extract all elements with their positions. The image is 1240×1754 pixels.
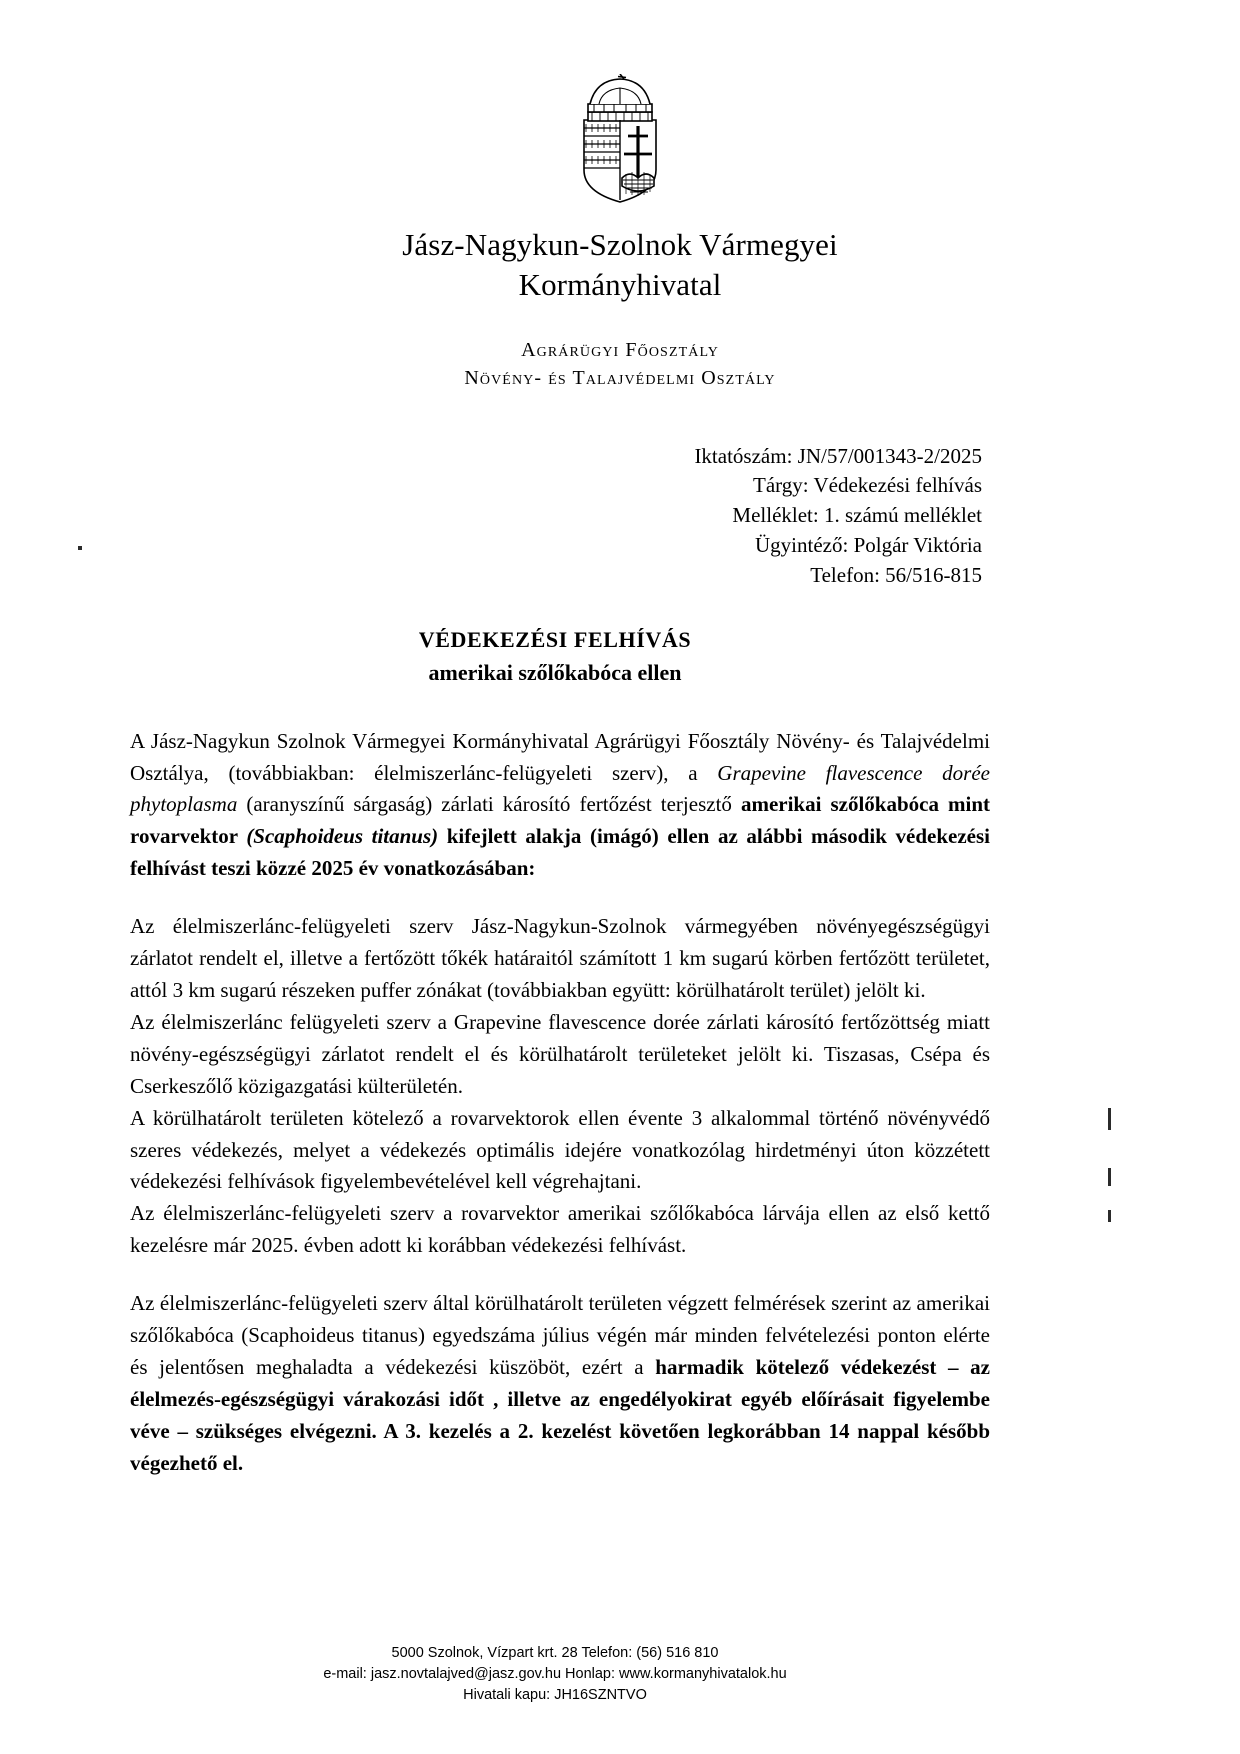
p1-bold-vector: amerikai szőlőkabóca mint rovarvektor (130, 792, 991, 849)
paragraph-2: Az élelmiszerlánc-felügyeleti szerv Jász-Nagykun-Szolnok vármegyében növényegészségügyi zárlatot rendelt el, illetve a fertőzött tőkék határaitól számított 1 km sugarú körben fertőzött területet, attól 3 km sugarú részeken puffer zónákat (továbbiakban együtt: körülhatárolt terület) jelölt ki. (130, 914, 990, 1002)
department-line-1: Agrárügyi Főosztály (521, 338, 719, 361)
paragraph-3: Az élelmiszerlánc felügyeleti szerv a Grapevine flavescence dorée zárlati károsító fertőzöttség miatt növény-egészségügyi zárlatot rendelt el és körülhatárolt területeket jelölt ki. Tiszasas, Csépa és Cserkeszőlő közigazgatási külterületén. (130, 1009, 990, 1098)
hungarian-coat-of-arms-icon (566, 74, 674, 206)
organisation-title (0, 225, 1240, 306)
footer-contact: e-mail: jasz.novtalajved@jasz.gov.hu Honlap: www.kormanyhivatalok.hu (323, 1665, 787, 1682)
department-line-2: Növény- és Talajvédelmi Osztály (464, 366, 776, 389)
scan-speck (1108, 1108, 1111, 1130)
reference-attachment: Melléklet: 1. számú melléklet (732, 503, 982, 528)
document-title: VÉDEKEZÉSI FELHÍVÁS (418, 626, 692, 652)
department-block (0, 336, 1240, 392)
paragraph-6 (130, 1288, 990, 1479)
scan-speck (1108, 1168, 1111, 1186)
paragraph-4: A körülhatárolt területen kötelező a rovarvektorok ellen évente 3 alkalommal történő növényvédő szeres védekezés, melyet a védekezés optimális idejére vonatkozólag hirdetményi úton közzétett védekezési felhívások figyelembevételével kell végrehajtani. (130, 1105, 990, 1194)
crest-container (0, 0, 1240, 211)
p6-text: Az élelmiszerlánc-felügyeleti szerv által körülhatárolt területen végzett felmérések szerint az amerikai szőlőkabóca (Scaphoideus titanus) egyedszáma július végén már minden felvételezési ponton elérte és jelentősen meghaladta a védekezési küszöböt, ezért a (130, 1291, 990, 1379)
scan-speck (1108, 1210, 1111, 1222)
footer-address: 5000 Szolnok, Vízpart krt. 28 Telefon: (56) 516 810 (391, 1644, 719, 1661)
paragraph-1 (130, 726, 990, 886)
paragraph-5: Az élelmiszerlánc-felügyeleti szerv a rovarvektor amerikai szőlőkabóca lárvája ellen az első kettő kezelésre már 2025. évben adott ki korábban védekezési felhívást. (130, 1201, 990, 1258)
p1-bold-tail: kifejlett alakja (imágó) ellen az alábbi második védekezési felhívást teszi közzé 2025 év vonatkozásában: (130, 824, 990, 881)
org-title-line-1: Jász-Nagykun-Szolnok Vármegyei (402, 227, 838, 262)
reference-phone: Telefon: 56/516-815 (810, 562, 982, 587)
scan-speck (78, 546, 82, 550)
org-title-line-2: Kormányhivatal (518, 267, 722, 303)
p1-italic-species: Grapevine flavescence dorée phytoplasma (130, 760, 990, 817)
p1-text-b: (aranyszínű sárgaság) zárlati károsító fertőzést terjesztő (237, 792, 741, 817)
reference-block (0, 442, 1240, 591)
reference-subject: Tárgy: Védekezési felhívás (753, 473, 982, 498)
reference-number: Iktatószám: JN/57/001343-2/2025 (694, 443, 982, 468)
document-body (0, 726, 1240, 1480)
p6-bold-requirement: harmadik kötelező védekezést – az élelmezés-egészségügyi várakozási időt , illetve az engedélyokirat egyéb előírásait figyelembe véve – szükséges elvégezni. A 3. kezelés a 2. kezelést követően legkorábban 14 nappal később végezhető el. (130, 1354, 990, 1475)
document-title-block (0, 627, 1240, 686)
p1-bold-italic-species: (Scaphoideus titanus) (246, 824, 439, 849)
reference-officer: Ügyintéző: Polgár Viktória (755, 533, 982, 558)
p1-text-a: A Jász-Nagykun Szolnok Vármegyei Kormányhivatal Agrárügyi Főosztály Növény- és Talajvédelmi Osztálya, (továbbiakban: élelmiszerlánc-felügyeleti szerv), a (130, 728, 990, 785)
footer-official-gate: Hivatali kapu: JH16SZNTVO (463, 1686, 647, 1703)
document-subtitle: amerikai szőlőkabóca ellen (428, 659, 682, 685)
page-footer (0, 1643, 1240, 1706)
